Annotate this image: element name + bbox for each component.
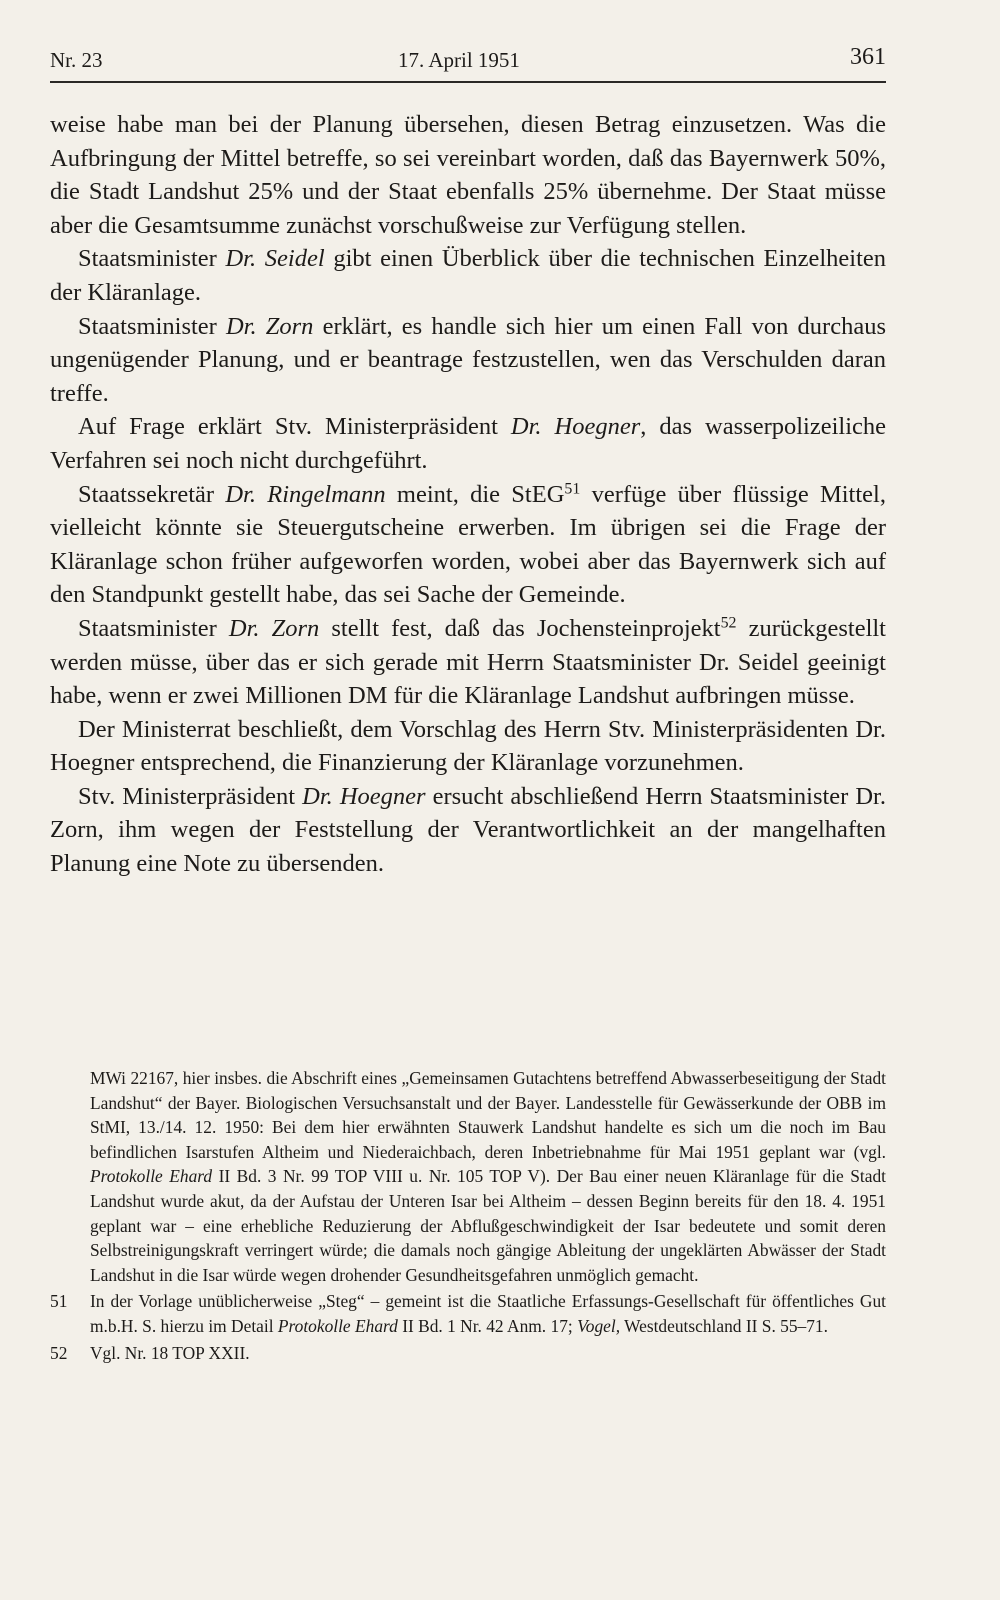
document-number: Nr. 23 (50, 48, 103, 72)
page-number: 361 (850, 44, 886, 70)
speaker-name: Dr. Seidel (225, 245, 325, 273)
running-header (50, 44, 886, 78)
header-date: 17. April 1951 (398, 48, 520, 72)
speaker-name: Dr. Ringelmann (225, 480, 386, 508)
paragraph: Staatsminister Dr. Zorn stellt fest, daß das Jochensteinprojekt$^{52}$ zurückgestellt werden müsse, über das er sich gerade mit Herrn Staatsminister Dr. Seidel geeinigt habe, wenn er zwei Millionen DM für die Kläranlage Landshut aufbringen müsse. (50, 614, 886, 710)
footnote-ref[interactable]: 51 (564, 479, 581, 497)
paragraph: Staatsminister Dr. Zorn erklärt, es handle sich hier um einen Fall von durchaus ungenügender Planung, und er beantrage festzustellen, wen das Verschulden daran treffe. (50, 312, 886, 407)
footnotes (50, 1066, 886, 1367)
paragraph: Stv. Ministerpräsident Dr. Hoegner ersucht abschließend Herrn Staatsminister Dr. Zorn, ihm wegen der Feststellung der Verantwortlichkeit an der mangelhaften Planung eine Note zu übersenden. (50, 782, 886, 878)
footnote-continued: MWi 22167, hier insbes. die Abschrift eines „Gemeinsamen Gutachtens betreffend Abwasserbeseitigung der Stadt Landshut“ der Bayer. Biologischen Versuchsanstalt und der Bayer. Landesstelle für Gewässerkunde der OBB im StMI, 13./14. 12. 1950: Bei dem hier erwähnten Stauwerk Landshut handelte es sich um die noch im Bau befindlichen Isarstufen Altheim und Niederaichbach, deren Inbetriebnahme für Mai 1951 geplant war (vgl. Protokolle Ehard II Bd. 3 Nr. 99 TOP VIII u. Nr. 105 TOP V). Der Bau einer neuen Kläranlage für die Stadt Landshut wurde akut, da der Aufstau der Unteren Isar bei Altheim – dessen Beginn bereits für den 18. 4. 1951 geplant war – eine erhebliche Reduzierung der Abflußgeschwindigkeit der Isar bedeutete und somit deren Selbstreinigungskraft verringert würde; die damals noch gängige Ableitung der ungeklärten Abwässer der Stadt Landshut in die Isar würde wegen drohender Gesundheitsgefahren unmöglich gemacht. (90, 1068, 886, 1285)
speaker-name: Dr. Zorn (225, 312, 314, 340)
speaker-name: Dr. Zorn (228, 614, 320, 642)
speaker-name: Dr. Hoegner (302, 782, 426, 810)
footnote-52: 52 Vgl. Nr. 18 TOP XXII. (50, 1341, 886, 1366)
footnote-number: 51 (50, 1291, 68, 1312)
body-text (50, 108, 886, 881)
paragraph: weise habe man bei der Planung übersehen, diesen Betrag einzusetzen. Was die Aufbringung der Mittel betreffe, so sei vereinbart worden, daß das Bayernwerk 50%, die Stadt Landshut 25% und der Staat ebenfalls 25% übernehme. Der Staat müsse aber die Gesamtsumme zunächst vorschußweise zur Verfügung stellen. (50, 111, 886, 239)
paragraph: Der Ministerrat beschließt, dem Vorschlag des Herrn Stv. Ministerpräsidenten Dr. Hoegner entsprechend, die Finanzierung der Kläranlage vorzunehmen. (50, 715, 886, 777)
speaker-name: Dr. Hoegner (510, 413, 641, 441)
footnote-51: 51 In der Vorlage unüblicherweise „Steg“ – gemeint ist die Staatliche Erfassungs-Gesellschaft für öffentliches Gut m.b.H. S. hierzu im Detail Protokolle Ehard II Bd. 1 Nr. 42 Anm. 17; Vogel, Westdeutschland II S. 55–71. (50, 1291, 886, 1336)
header-rule (50, 81, 886, 83)
paragraph: Staatsminister Dr. Seidel gibt einen Überblick über die technischen Einzelheiten der Kläranlage. (50, 245, 886, 306)
paragraph: Staatssekretär Dr. Ringelmann meint, die StEG$^{51}$ verfüge über flüssige Mittel, vielleicht könnte sie Steuergutscheine erwerben. Im übrigen sei die Frage der Kläranlage schon früher aufgeworfen worden, wobei aber das Bayernwerk sich auf den Standpunkt gestellt habe, das sei Sache der Gemeinde. (50, 479, 886, 609)
footnote-ref[interactable]: 52 (720, 614, 737, 632)
paragraph: Auf Frage erklärt Stv. Ministerpräsident Dr. Hoegner, das wasserpolizeiliche Verfahren sei noch nicht durchgeführt. (50, 413, 887, 474)
footnote-number: 52 (50, 1342, 68, 1363)
